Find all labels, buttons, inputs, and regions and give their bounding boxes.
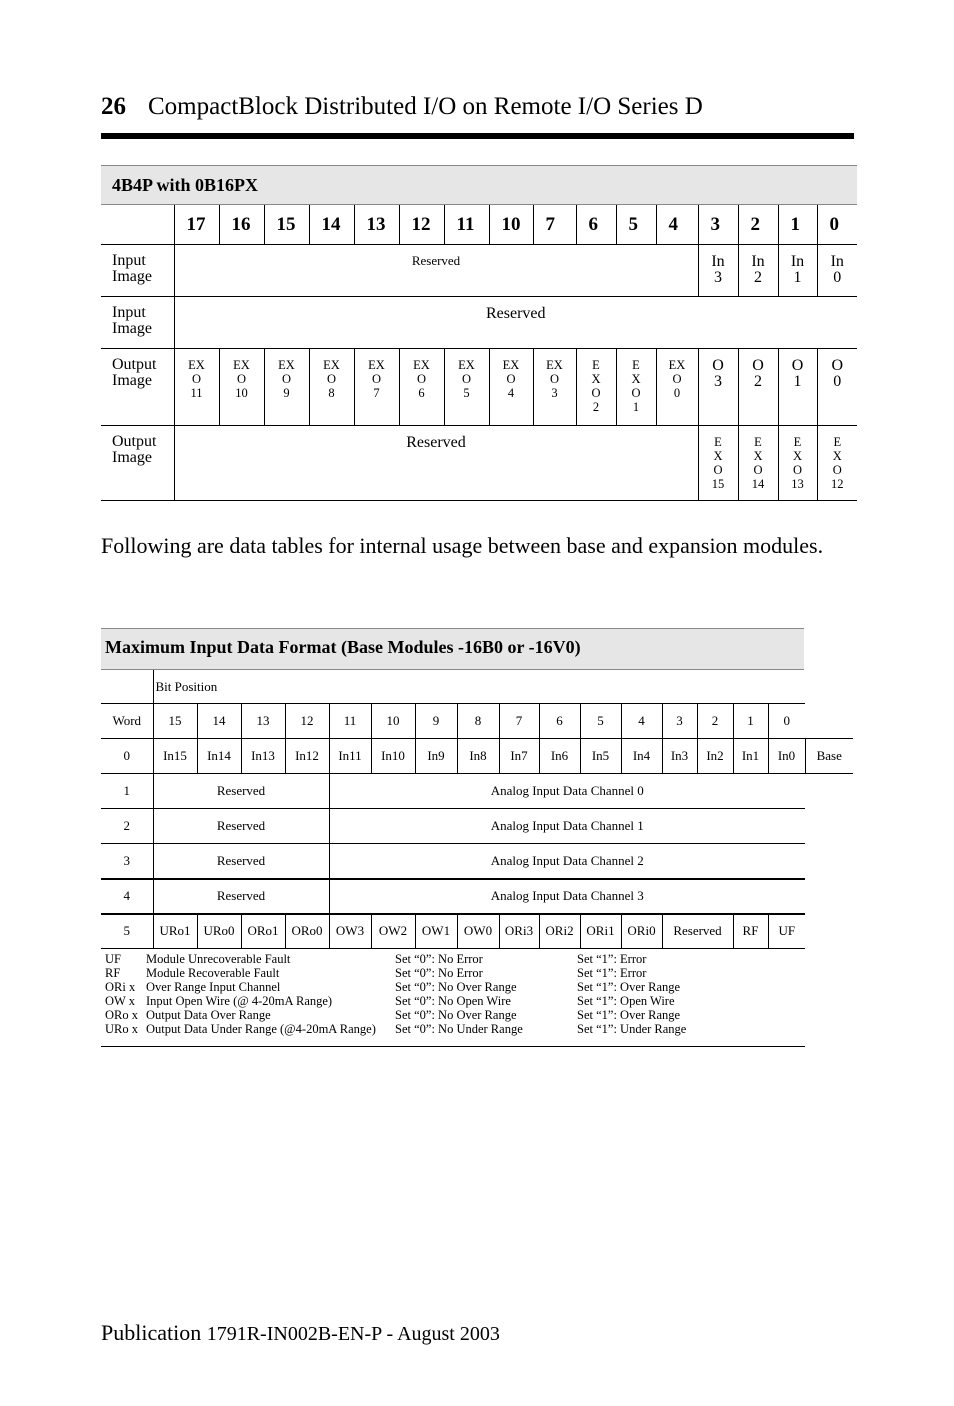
bit-cell: In14	[197, 739, 241, 774]
bit-cell: In9	[415, 739, 457, 774]
bit-header: 12	[399, 205, 444, 245]
bit-header: 6	[576, 205, 616, 245]
input-data-grid	[101, 670, 853, 949]
header-rule	[101, 133, 854, 139]
bit-cell: URo1	[153, 914, 197, 949]
bit-cell: EX O 8	[309, 349, 354, 426]
bit-cell: O 0	[817, 349, 857, 426]
bit-cell: In 1	[778, 245, 817, 297]
bit-number: 7	[499, 704, 539, 739]
bit-header: 4	[656, 205, 698, 245]
row-label: Output Image	[101, 349, 174, 426]
bit-cell: In12	[285, 739, 329, 774]
reserved-cell: Reserved	[174, 426, 698, 501]
bit-cell: E X O 1	[616, 349, 656, 426]
legend-row: OW x Input Open Wire (@ 4-20mA Range) Set “0”: No Open Wire Set “1”: Open Wire	[105, 994, 675, 1008]
bit-cell: In15	[153, 739, 197, 774]
bit-cell: In2	[697, 739, 733, 774]
row-label: Output Image	[101, 426, 174, 501]
table-row	[101, 245, 857, 297]
bit-header-row	[101, 205, 857, 245]
footer-publication-code: 1791R-IN002B-EN-P - August 2003	[206, 1323, 500, 1345]
table-row	[101, 426, 857, 501]
word-number: 2	[101, 809, 153, 844]
bit-cell: EX O 6	[399, 349, 444, 426]
reserved-cell: Reserved	[174, 297, 857, 349]
bit-cell: In3	[662, 739, 697, 774]
bit-cell: In1	[733, 739, 768, 774]
rf-cell: RF	[733, 914, 768, 949]
bit-number: 4	[621, 704, 662, 739]
bit-cell: E X O 2	[576, 349, 616, 426]
bit-cell: O 1	[778, 349, 817, 426]
bit-header: 7	[533, 205, 576, 245]
bit-header: 13	[354, 205, 399, 245]
bit-cell: In8	[457, 739, 499, 774]
bit-cell: In5	[580, 739, 621, 774]
legend-row: UF Module Unrecoverable Fault Set “0”: No Error Set “1”: Error	[105, 952, 647, 966]
word-number: 4	[101, 879, 153, 914]
page-footer	[101, 1320, 500, 1346]
reserved-cell: Reserved	[153, 844, 329, 879]
bit-header: 0	[817, 205, 857, 245]
bit-cell: In6	[539, 739, 580, 774]
word-number: 0	[101, 739, 153, 774]
bit-cell: EX O 11	[174, 349, 219, 426]
reserved-cell: Reserved	[153, 774, 329, 809]
bit-cell: EX O 5	[444, 349, 489, 426]
bit-number: 3	[662, 704, 697, 739]
base-tag: Base	[805, 739, 853, 774]
bit-number: 11	[329, 704, 371, 739]
bit-number: 15	[153, 704, 197, 739]
table-row	[101, 349, 857, 426]
bit-cell: E X O 14	[738, 426, 778, 501]
footer-label: Publication	[101, 1320, 202, 1345]
bit-number: 8	[457, 704, 499, 739]
bit-number: 14	[197, 704, 241, 739]
bit-cell: EX O 10	[219, 349, 264, 426]
bit-cell: In4	[621, 739, 662, 774]
bit-position-row	[101, 670, 853, 704]
bit-cell: O 2	[738, 349, 778, 426]
bit-number: 5	[580, 704, 621, 739]
bit-cell: In0	[768, 739, 805, 774]
reserved-cell: Reserved	[174, 245, 698, 297]
body-paragraph: Following are data tables for internal usage between base and expansion modules.	[101, 533, 824, 558]
bit-number: 9	[415, 704, 457, 739]
table2-title: Maximum Input Data Format (Base Modules -16B0 or -16V0)	[101, 628, 804, 670]
uf-cell: UF	[768, 914, 805, 949]
legend-row: ORo x Output Data Over Range Set “0”: No Over Range Set “1”: Over Range	[105, 1008, 681, 1022]
legend-row: RF Module Recoverable Fault Set “0”: No Error Set “1”: Error	[105, 966, 647, 980]
word-label: Word	[101, 704, 153, 739]
bit-cell: EX O 9	[264, 349, 309, 426]
bit-cell: E X O 12	[817, 426, 857, 501]
word-number: 1	[101, 774, 153, 809]
bit-cell: OW0	[457, 914, 499, 949]
bit-cell: EX O 4	[489, 349, 533, 426]
legend-row: ORi x Over Range Input Channel Set “0”: No Over Range Set “1”: Over Range	[105, 980, 681, 994]
bit-cell: E X O 13	[778, 426, 817, 501]
bit-number-row	[101, 704, 853, 739]
analog-channel-cell: Analog Input Data Channel 3	[329, 879, 805, 914]
bit-number: 1	[733, 704, 768, 739]
bit-cell: ORi0	[621, 914, 662, 949]
bit-number: 10	[371, 704, 415, 739]
bit-cell: ORi2	[539, 914, 580, 949]
bit-cell: OW3	[329, 914, 371, 949]
reserved-cell: Reserved	[153, 809, 329, 844]
bit-cell: In7	[499, 739, 539, 774]
legend-row: URo x Output Data Under Range (@4-20mA Range) Set “0”: No Under Range Set “1”: Under Range	[105, 1022, 687, 1036]
table-row	[101, 809, 853, 844]
bit-position-label: Bit Position	[153, 670, 805, 704]
bit-cell: ORi3	[499, 914, 539, 949]
bit-cell: ORo0	[285, 914, 329, 949]
bit-cell: E X O 15	[698, 426, 738, 501]
bit-number: 6	[539, 704, 580, 739]
table-row	[101, 879, 853, 914]
bit-header: 17	[174, 205, 219, 245]
word-number: 5	[101, 914, 153, 949]
analog-channel-cell: Analog Input Data Channel 0	[329, 774, 805, 809]
bit-cell: URo0	[197, 914, 241, 949]
table1-title: 4B4P with 0B16PX	[101, 166, 857, 205]
bit-cell: ORo1	[241, 914, 285, 949]
reserved-cell: Reserved	[153, 879, 329, 914]
bit-header: 15	[264, 205, 309, 245]
row-label: Input Image	[101, 297, 174, 349]
bit-header: 11	[444, 205, 489, 245]
bit-header: 10	[489, 205, 533, 245]
bit-header: 14	[309, 205, 354, 245]
bit-cell: OW1	[415, 914, 457, 949]
bit-cell: In11	[329, 739, 371, 774]
bit-header: 5	[616, 205, 656, 245]
table-row	[101, 844, 853, 879]
table-row	[101, 739, 853, 774]
io-image-table	[101, 165, 857, 501]
bit-number: 12	[285, 704, 329, 739]
bit-cell: In 0	[817, 245, 857, 297]
bit-cell: EX O 0	[656, 349, 698, 426]
bit-cell: OW2	[371, 914, 415, 949]
bit-cell: EX O 7	[354, 349, 399, 426]
word-number: 3	[101, 844, 153, 879]
bit-header-blank	[101, 205, 174, 245]
table-row	[101, 297, 857, 349]
page-header	[101, 93, 703, 121]
bit-number: 13	[241, 704, 285, 739]
table-row	[101, 914, 853, 949]
analog-channel-cell: Analog Input Data Channel 2	[329, 844, 805, 879]
bit-cell: EX O 3	[533, 349, 576, 426]
legend	[105, 952, 805, 1036]
bit-header: 1	[778, 205, 817, 245]
bit-number: 2	[697, 704, 733, 739]
table-row	[101, 774, 853, 809]
bit-number: 0	[768, 704, 805, 739]
analog-channel-cell: Analog Input Data Channel 1	[329, 809, 805, 844]
page-title: CompactBlock Distributed I/O on Remote I/O Series D	[148, 93, 703, 120]
bit-cell: In13	[241, 739, 285, 774]
bit-header: 2	[738, 205, 778, 245]
bit-cell: In 3	[698, 245, 738, 297]
bit-header: 16	[219, 205, 264, 245]
legend-rule	[101, 1046, 805, 1047]
reserved-cell: Reserved	[662, 914, 733, 949]
row-label: Input Image	[101, 245, 174, 297]
bit-header: 3	[698, 205, 738, 245]
bit-cell: ORi1	[580, 914, 621, 949]
page-number: 26	[101, 93, 126, 120]
bit-cell: In10	[371, 739, 415, 774]
bit-cell: In 2	[738, 245, 778, 297]
bit-cell: O 3	[698, 349, 738, 426]
input-data-format-table	[101, 628, 853, 949]
